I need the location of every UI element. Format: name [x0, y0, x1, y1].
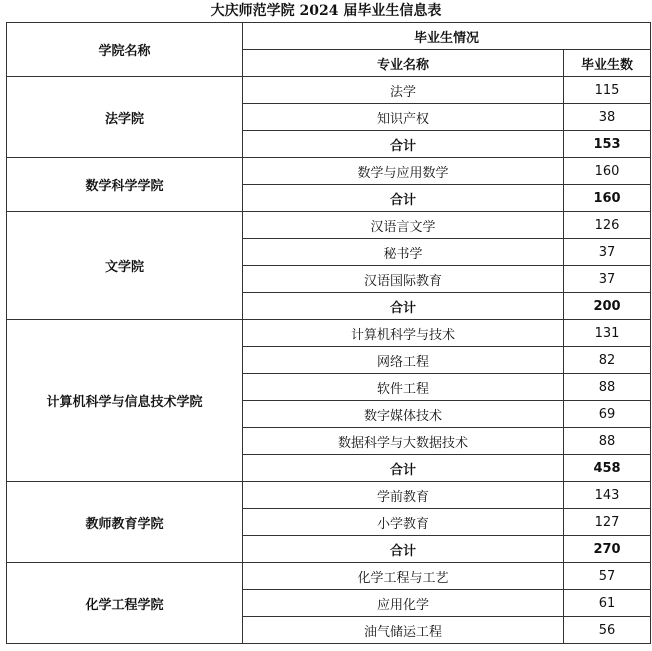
major-name-cell: 汉语言文学 — [243, 212, 564, 239]
graduate-count-cell: 126 — [564, 212, 651, 239]
total-label-cell: 合计 — [243, 536, 564, 563]
graduate-situation-header: 毕业生情况 — [243, 23, 651, 50]
major-name-cell: 网络工程 — [243, 347, 564, 374]
major-name-cell: 秘书学 — [243, 239, 564, 266]
college-name-cell: 教师教育学院 — [7, 482, 243, 563]
graduate-count-cell: 57 — [564, 563, 651, 590]
graduate-count-cell: 37 — [564, 266, 651, 293]
table-row — [7, 563, 651, 590]
total-count-cell: 458 — [564, 455, 651, 482]
graduate-count-cell: 56 — [564, 617, 651, 644]
graduate-count-cell: 38 — [564, 104, 651, 131]
college-name-cell: 计算机科学与信息技术学院 — [7, 320, 243, 482]
table-title: 大庆师范学院 2024 届毕业生信息表 — [210, 3, 442, 19]
major-name-cell: 法学 — [243, 77, 564, 104]
table-row — [7, 320, 651, 347]
graduate-count-cell: 88 — [564, 428, 651, 455]
major-name-cell: 数字媒体技术 — [243, 401, 564, 428]
major-name-cell: 计算机科学与技术 — [243, 320, 564, 347]
graduate-count-cell: 69 — [564, 401, 651, 428]
college-name-header: 学院名称 — [7, 23, 243, 77]
college-name-cell: 法学院 — [7, 77, 243, 158]
graduate-count-cell: 82 — [564, 347, 651, 374]
major-name-header: 专业名称 — [243, 50, 564, 77]
total-count-cell: 200 — [564, 293, 651, 320]
table-row — [7, 482, 651, 509]
graduate-count-cell: 115 — [564, 77, 651, 104]
table-row — [7, 158, 651, 185]
total-count-cell: 270 — [564, 536, 651, 563]
graduate-count-cell: 127 — [564, 509, 651, 536]
major-name-cell: 汉语国际教育 — [243, 266, 564, 293]
graduate-count-cell: 160 — [564, 158, 651, 185]
major-name-cell: 化学工程与工艺 — [243, 563, 564, 590]
major-name-cell: 数学与应用数学 — [243, 158, 564, 185]
graduate-count-cell: 88 — [564, 374, 651, 401]
major-name-cell: 软件工程 — [243, 374, 564, 401]
graduate-count-cell: 131 — [564, 320, 651, 347]
major-name-cell: 学前教育 — [243, 482, 564, 509]
graduate-count-header: 毕业生数 — [564, 50, 651, 77]
major-name-cell: 应用化学 — [243, 590, 564, 617]
table-row — [7, 77, 651, 104]
graduate-count-cell: 61 — [564, 590, 651, 617]
total-count-cell: 160 — [564, 185, 651, 212]
total-label-cell: 合计 — [243, 185, 564, 212]
header-row-1 — [7, 23, 651, 50]
graduate-info-table — [6, 22, 651, 644]
total-label-cell: 合计 — [243, 455, 564, 482]
major-name-cell: 油气储运工程 — [243, 617, 564, 644]
major-name-cell: 知识产权 — [243, 104, 564, 131]
table-row — [7, 212, 651, 239]
major-name-cell: 数据科学与大数据技术 — [243, 428, 564, 455]
college-name-cell: 数学科学学院 — [7, 158, 243, 212]
graduate-count-cell: 37 — [564, 239, 651, 266]
college-name-cell: 化学工程学院 — [7, 563, 243, 644]
total-count-cell: 153 — [564, 131, 651, 158]
major-name-cell: 小学教育 — [243, 509, 564, 536]
graduate-count-cell: 143 — [564, 482, 651, 509]
total-label-cell: 合计 — [243, 131, 564, 158]
total-label-cell: 合计 — [243, 293, 564, 320]
college-name-cell: 文学院 — [7, 212, 243, 320]
